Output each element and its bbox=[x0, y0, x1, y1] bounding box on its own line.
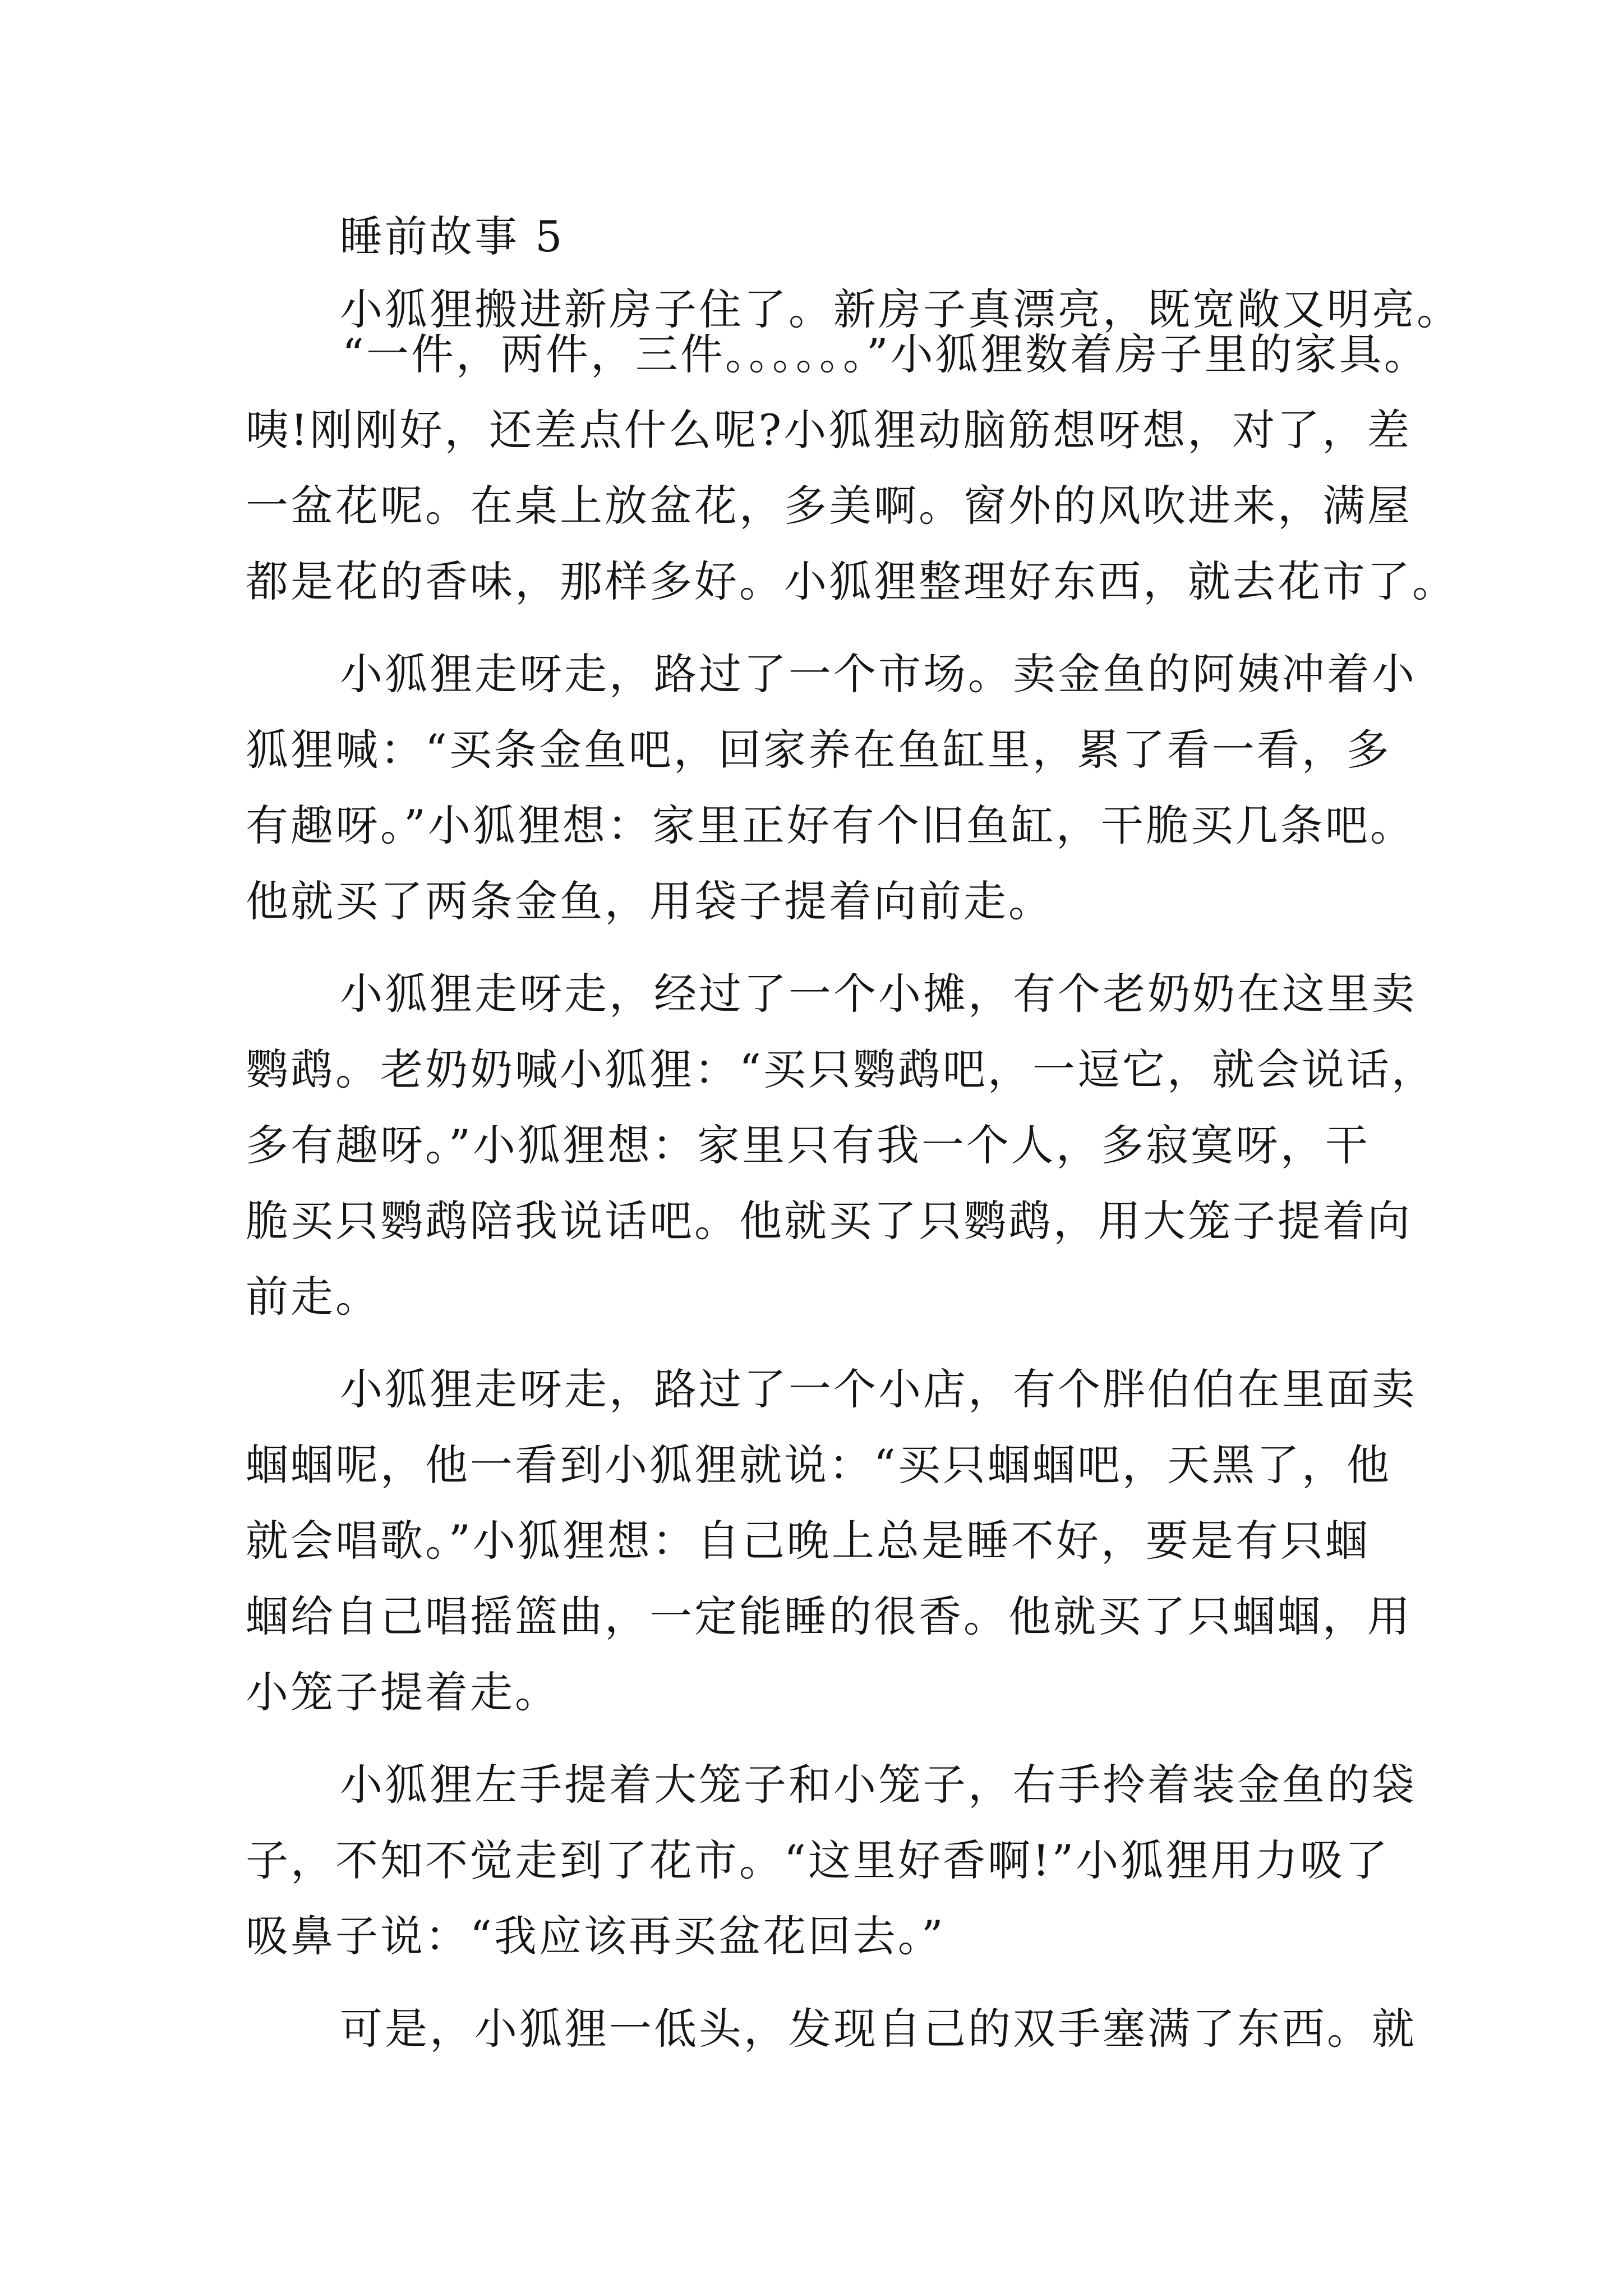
text-line: 子，不知不觉走到了花市。“这里好香啊!”小狐狸用力吸了 bbox=[246, 1835, 1390, 1885]
text-line: “一件，两件，三件。。。。。。”小狐狸数着房子里的家具。 bbox=[342, 329, 1429, 379]
text-line: 小狐狸搬进新房子住了。新房子真漂亮，既宽敞又明亮。 bbox=[340, 284, 1461, 334]
text-line: 咦!刚刚好，还差点什么呢?小狐狸动脑筋想呀想，对了，差 bbox=[246, 405, 1412, 455]
text-line: 小笼子提着走。 bbox=[246, 1667, 560, 1717]
text-line: 鹦鹉。老奶奶喊小狐狸：“买只鹦鹉吧，一逗它，就会说话， bbox=[246, 1045, 1436, 1094]
text-line: 可是，小狐狸一低头，发现自己的双手塞满了东西。就 bbox=[340, 2004, 1417, 2054]
text-line: 多有趣呀。”小狐狸想：家里只有我一个人，多寂寞呀，干 bbox=[246, 1120, 1370, 1170]
text-line: 小狐狸左手提着大笼子和小笼子，右手拎着装金鱼的袋 bbox=[340, 1760, 1417, 1810]
text-line: 小狐狸走呀走，经过了一个小摊，有个老奶奶在这里卖 bbox=[340, 969, 1417, 1019]
text-line: 蝈蝈呢，他一看到小狐狸就说：“买只蝈蝈吧，天黑了，他 bbox=[246, 1440, 1391, 1490]
text-line: 就会唱歌。”小狐狸想：自己晚上总是睡不好，要是有只蝈 bbox=[246, 1516, 1370, 1566]
text-line: 一盆花呢。在桌上放盆花，多美啊。窗外的风吹进来，满屋 bbox=[246, 481, 1412, 531]
text-line: 小狐狸走呀走，路过了一个小店，有个胖伯伯在里面卖 bbox=[340, 1364, 1417, 1414]
text-line: 前走。 bbox=[246, 1272, 380, 1322]
text-line: 蝈给自己唱摇篮曲，一定能睡的很香。他就买了只蝈蝈，用 bbox=[246, 1591, 1412, 1641]
text-line: 吸鼻子说：“我应该再买盆花回去。” bbox=[246, 1911, 946, 1961]
text-line: 他就买了两条金鱼，用袋子提着向前走。 bbox=[246, 876, 1053, 926]
text-line: 狐狸喊：“买条金鱼吧，回家养在鱼缸里，累了看一看，多 bbox=[246, 725, 1391, 775]
text-line: 都是花的香味，那样多好。小狐狸整理好东西，就去花市了。 bbox=[246, 556, 1457, 606]
story-title: 睡前故事 5 bbox=[340, 211, 565, 261]
text-line: 小狐狸走呀走，路过了一个市场。卖金鱼的阿姨冲着小 bbox=[340, 649, 1417, 699]
text-line: 有趣呀。”小狐狸想：家里正好有个旧鱼缸，干脆买几条吧。 bbox=[246, 800, 1415, 850]
text-line: 脆买只鹦鹉陪我说话吧。他就买了只鹦鹉，用大笼子提着向 bbox=[246, 1196, 1412, 1246]
